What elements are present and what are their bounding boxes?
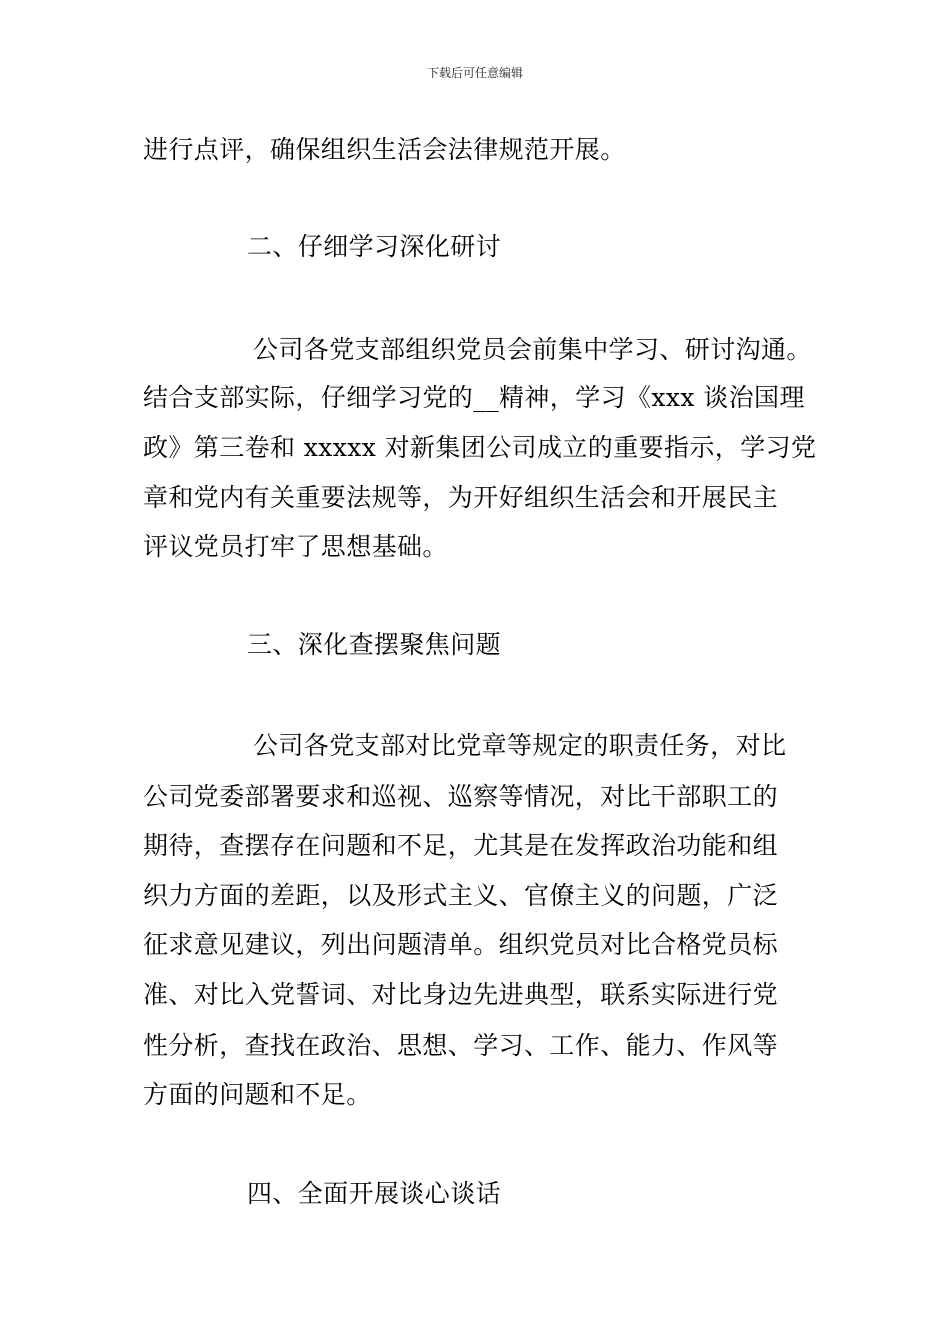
paragraph-line: 进行点评，确保组织生活会法律规范开展。 — [143, 135, 626, 164]
paragraph-line: 期待，查摆存在问题和不足，尤其是在发挥政治功能和组 — [143, 831, 779, 860]
section-heading-2: 二、仔细学习深化研讨 — [247, 232, 502, 261]
paragraph-line: 结合支部实际，仔细学习党的__精神，学习《xxx 谈治国理 — [143, 383, 805, 412]
paragraph-line: 织力方面的差距，以及形式主义、官僚主义的问题，广泛 — [143, 881, 779, 910]
section-heading-4: 四、全面开展谈心谈话 — [247, 1179, 502, 1208]
paragraph-line: 公司各党支部组织党员会前集中学习、研讨沟通。 — [253, 335, 812, 364]
section-heading-3: 三、深化查摆聚焦问题 — [247, 630, 502, 659]
paragraph-line: 公司党委部署要求和巡视、巡察等情况，对比干部职工的 — [143, 782, 779, 811]
header-note: 下载后可任意编辑 — [426, 66, 523, 80]
paragraph-line: 章和党内有关重要法规等，为开好组织生活会和开展民主 — [143, 483, 779, 512]
paragraph-line: 方面的问题和不足。 — [143, 1080, 372, 1109]
paragraph-line: 征求意见建议，列出问题清单。组织党员对比合格党员标 — [143, 930, 779, 959]
paragraph-line: 公司各党支部对比党章等规定的职责任务，对比 — [253, 731, 787, 760]
paragraph-line: 政》第三卷和 xxxxx 对新集团公司成立的重要指示，学习党 — [143, 433, 817, 462]
paragraph-line: 性分析，查找在政治、思想、学习、工作、能力、作风等 — [143, 1031, 779, 1060]
paragraph-line: 评议党员打牢了思想基础。 — [143, 532, 448, 561]
paragraph-line: 准、对比入党誓词、对比身边先进典型，联系实际进行党 — [143, 980, 779, 1009]
